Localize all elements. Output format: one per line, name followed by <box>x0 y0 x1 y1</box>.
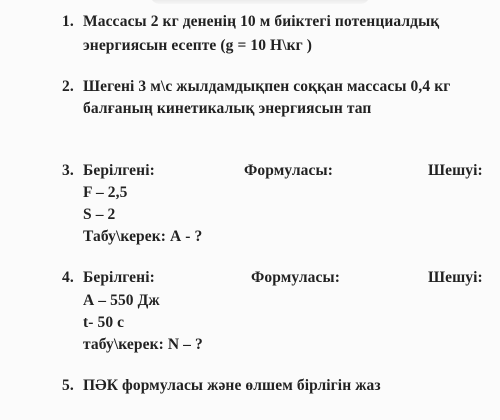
page-edge-shadow <box>150 0 370 4</box>
task-4-given-label: Берілгені: <box>83 269 155 286</box>
task-4-formula-label: Формуласы: <box>251 269 340 286</box>
task-3-number: 3. <box>62 162 74 179</box>
task-3-given-item: Табу\керек: А - ? <box>83 228 203 245</box>
task-1-number: 1. <box>62 13 74 30</box>
task-2-number: 2. <box>62 78 74 95</box>
task-2-text-line-1: Шегені 3 м\с жылдамдықпен соққан массасы 0,4 кг <box>83 78 451 95</box>
task-1-text-line-2: энергиясын есепте (g = 10 Н\кг ) <box>83 37 313 54</box>
task-4-given-item: А – 550 Дж <box>83 292 160 309</box>
task-4-solution-label: Шешуі: <box>428 269 483 286</box>
task-4-number: 4. <box>62 269 74 286</box>
task-4-given-item: табу\керек: N – ? <box>83 336 203 353</box>
task-4-given-item: t- 50 с <box>83 314 125 331</box>
task-3-formula-label: Формуласы: <box>244 162 333 179</box>
task-5-text: ПӘК формуласы және өлшем бірлігін жаз <box>83 377 381 394</box>
task-2-text-line-2: балғаның кинетикалық энергиясын тап <box>83 100 372 117</box>
task-3-solution-label: Шешуі: <box>428 162 483 179</box>
task-3-given-item: S – 2 <box>83 206 116 223</box>
task-3-given-label: Берілгені: <box>83 162 155 179</box>
task-5-number: 5. <box>62 377 74 394</box>
task-3-given-item: F – 2,5 <box>83 184 128 201</box>
task-1-text-line-1: Массасы 2 кг дененің 10 м биіктегі потенциалдық <box>83 13 440 30</box>
